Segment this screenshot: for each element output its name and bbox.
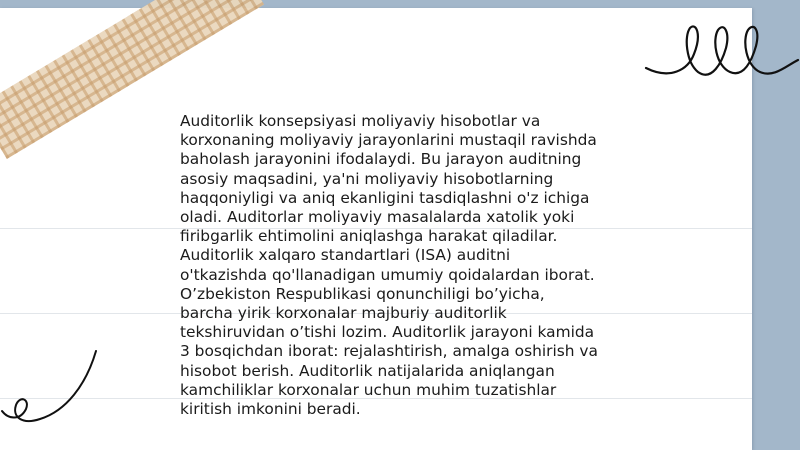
body-paragraph: Auditorlik konsepsiyasi moliyaviy hisobotlar va korxonaning moliyaviy jarayonlarini mustaqil ravishda baholash jarayonini ifodalaydi. Bu jarayon auditning asosiy maqsadini, ya'ni moliyaviy hisobotlarning haqqoniyligi va aniq ekanligini tasdiqlashni o'z ichiga oladi. Auditorlar moliyaviy masalalarda xatolik yoki firibgarlik ehtimolini aniqlashga harakat qiladilar. Auditorlik xalqaro standartlari (ISA) auditni o'tkazishda qo'llanadigan umumiy qoidalardan iborat. O’zbekiston Respublikasi qonunchiligi bo’yicha, barcha yirik korxonalar majburiy auditorlik tekshiruvidan o’tishi lozim. Auditorlik jarayoni kamida 3 bosqichdan iborat: rejalashtirish, amalga oshirish va hisobot berish. Auditorlik natijalarida aniqlangan kamchiliklar korxonalar uchun muhim tuzatishlar kiritish imkonini beradi. [180, 112, 598, 419]
curl-scribble-icon [0, 345, 110, 435]
loop-scribble-icon [640, 10, 800, 90]
